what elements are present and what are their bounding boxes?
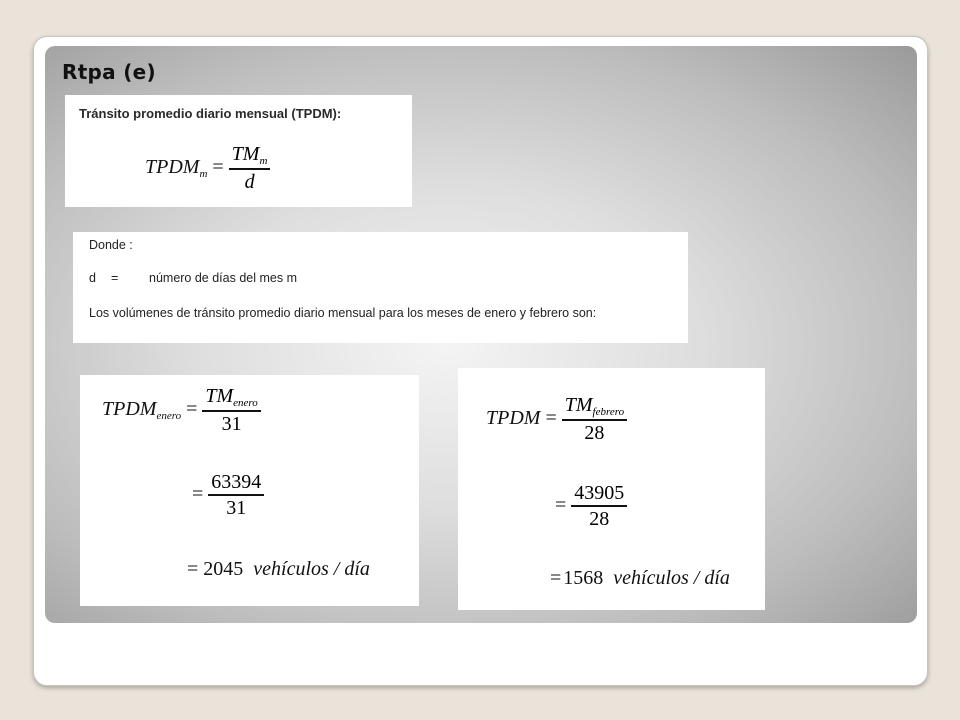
formula-denominator: d [244,170,255,193]
enero-days-2: 31 [226,496,247,519]
enero-fraction-1 [202,385,260,435]
enero-lhs: $TPDM_{enero}$ [102,397,182,422]
enero-result: 2045 [203,558,244,580]
enero-equation-1 [102,385,261,435]
formula-equation [145,143,270,193]
febrero-calculation-image [458,368,765,610]
volumes-sentence: Los volúmenes de tránsito promedio diario mensual para los meses de enero y febrero son: [89,306,597,320]
enero-equation-2 [187,471,264,519]
febrero-equation-2 [550,482,627,530]
formula-equals: = [212,156,224,179]
enero-result-line [187,558,370,581]
febrero-equals-3: = [550,567,562,589]
febrero-equals-2: = [555,494,567,517]
enero-fraction-2 [208,471,264,519]
slide [33,36,928,686]
febrero-numerator: $TM_{febrero}$ [564,394,625,418]
donde-label: Donde : [89,238,133,252]
enero-days-1: 31 [221,412,242,435]
febrero-days-2: 28 [589,507,610,530]
febrero-days-1: 28 [584,421,605,444]
enero-calculation-image [80,375,419,606]
var-equals: = [111,271,119,285]
formula-image [65,95,412,207]
febrero-lhs: TPDM [486,407,541,430]
enero-numerator: $TM_{enero}$ [205,385,258,409]
enero-volume: 63394 [211,471,262,493]
enero-equals-1: = [186,398,198,421]
definition-image [73,232,688,343]
var-symbol: d [89,271,96,285]
febrero-volume: 43905 [574,482,625,504]
enero-unit: vehículos / día [253,558,370,580]
febrero-result-line [550,567,730,590]
febrero-result: 1568 [563,567,604,589]
formula-heading: Tránsito promedio diario mensual (TPDM): [79,106,342,121]
formula-numerator: $TM_m$ [231,143,268,167]
formula-fraction [229,143,271,193]
formula-lhs: $TPDM_m$ [145,155,208,180]
enero-equals-3: = [187,558,199,580]
content-panel [45,46,917,623]
febrero-unit: vehículos / día [613,567,730,589]
febrero-equation-1 [486,394,627,444]
slide-title: Rtpa (e) [62,60,156,84]
var-description: número de días del mes m [149,271,297,285]
enero-equals-2: = [192,483,204,506]
febrero-equals-1: = [545,407,557,430]
febrero-fraction-1 [562,394,627,444]
febrero-fraction-2 [571,482,627,530]
